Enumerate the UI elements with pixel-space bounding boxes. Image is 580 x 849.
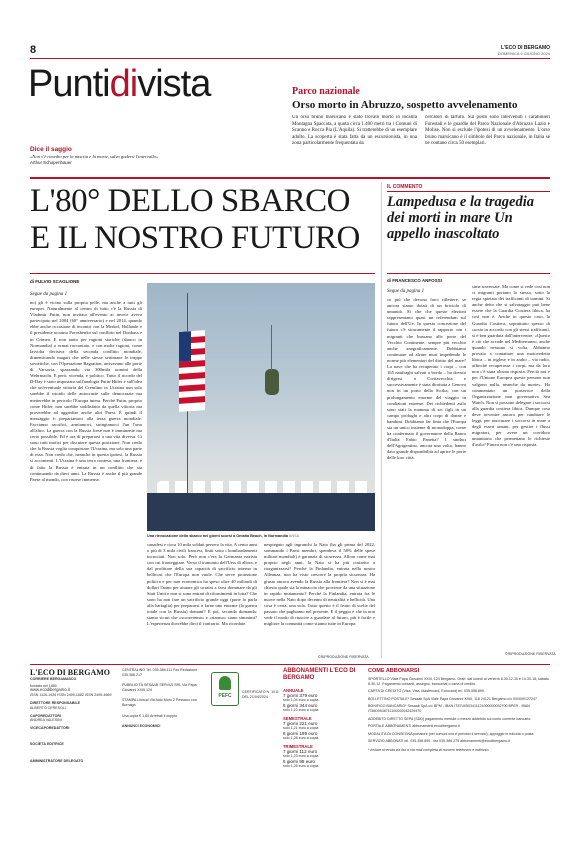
main-headline [30, 183, 380, 257]
top-story-col-2: cercatori di tartufo. Sul posto sono intervenuti i carabinieri Forestali e le guardie del Parco Nazionale d'Abruzzo Lazio e Molise. Non si esclude l'ipotesi di un avvelenamento. L'orso bruno marsicano è il simbolo del Parco nazionale, in Italia se ne contano circa 50 esemplari. [425, 115, 550, 147]
commentary-continue: Segue da pagina 1 [387, 289, 425, 294]
footer-pubblicita: PUBBLICITÀ SESAAB SERVIZI SRL Via Papa Giovanni XXIII 124 [122, 683, 197, 692]
footer-chief-label: CAPOREDATTORI [30, 713, 62, 718]
main-headline-line-2: E IL NOSTRO FUTURO [30, 220, 360, 256]
top-story-kicker: Parco nazionale [292, 86, 360, 97]
bottom-col-1: canadesi e circa 10 mila soldati persero la vita. A cento anni o più di 3 mila civili francesi, finiti sotto i bombardamenti incrociati. Non solo. Però non c'era la Germania nazista con cui fronteggiare. Verso il tramonto dell'Urss di allora, e dal profittare della sua capacità di sacrificio interno in bellicosi che l'Europa non vuole. Che serve protezione politica e per non economica ha speso oltre 40 miliardi di dollari l'anno per aiutare gli ucraini a farsi dominare da gli Stati Uniti e non si sono entrati di rifornimenti in lotta? Che sono ha non fare un sacrificio grande oggi (parte lo parla alla battaglia) per prepararsi a farne uno enorme (la guerra totale con la Russia) domani? E poi, seconda domanda: siamo sicuri che «scorreremo» e «riarmo» siano sinonimi? L'esperienza dovrebbe dirci il contrario. Ma ricordate. [147, 542, 257, 627]
saggio-label: Dice il saggio [30, 146, 72, 153]
sem-6-note: solo 1,28 euro a copia [283, 735, 319, 740]
footer-stampa: STAMPA Litosud Via Aldo Moro 2 Pessano con Bornago [122, 698, 197, 707]
section-title-a: Punti [28, 63, 110, 105]
come-footnote: * Inviare ricevuta via fax o via mail completa di numero telefonico e indirizzo. [368, 747, 490, 752]
come-item: ADDEBITO DIRETTO SEPA (SDD) pagamento mensile o mezzo addebito sul conto corrente bancario. [368, 716, 532, 721]
photo-caption [147, 534, 375, 539]
commentary-col-2: sime traversate. Ma come si vede così non ci migranti portano lo stesso, sotto la regia spietata dei trafficanti di uomini. Si anche detto che si salvataggio può bene essere che la Guardia Costiera libica, ha così non è. Anche in questo caso, la Guardia Costiera, soprattutto spesso di corsia in accordo con gli stessi trafficanti, si è ben guardata dall'intervenire. «Questo è ciò che accade nel Mediterraneo, anche quando nessuno si volta. Abbiamo provato a contattare una motovedetta libica – in inglese e in arabo – via radio, affinché recuperasse i corpi, ma da loro non c'è stata alcuna risposta. Perciò noi e per l'Unione Europea queste persone non valgono nulla, neanche da morte». Ha commentato un portavoce della Organizzazione non governativa Sea Watch. Non si possono delegare i soccorsi alla guardia costiera libica. Dunque cosa deve avvenire ancora per cambiare le leggi, per assicurare i soccorsi in mare a degli esseri umani, per gestire i flussi migratori, per avere un corridoio umanitario che permettano le richieste d'asilo? Finora non c'è una risposta. [472, 284, 550, 448]
sem-7: 7 giorni 221 euro [283, 721, 318, 727]
come-item: CARTA DI CREDITO (Visa, Visa, Mastercard, Eurocard) tel. 035.358.899. [368, 689, 485, 694]
main-body-col: no) gli è vicino sulla propria pelle, ma anche a tutti gli europei. Naturalmente al centro di tutto c'è la Russia di Vladimir Putin, non invitato all'evento ai invece aveva partecipato nel 2004 (60° anniversario) e nel 2014, quando ebbe anche occasione di incontri con la Merkel, Hollande e il presidente ucraino Poroshenko sul conflitto nel Donbass e in Crimea. E non tanto per ragioni storiche (sbarco in Normandia) o ormai raccontato, e con molte ragioni, come lasvolta decisiva della seconda conflitto mondiale, dimenticando magari che nelle stesse settimane le truppe sovietiche, con l'Operazione Bagration, arrivavano alle porte di Varsavia, spazzando via 300mila uomini della Wehrmacht. E però, vicenda, e politico. Tutto il ricordo del D-Day è stato impostato sull'analogia Putin-Hitler e sull'idea che un'eventuale vittoria del Cremlino in Ucraina non solo sarebbe il trionfo delle autocrazie sulle democrazie ma metterebbe in pericolo l'Europa intera. Perché Putin, proprio come Hitler, non sarebbe soddisfatto da quella vittoria ma proverebbe ad aggredire anche altri Paesi. È quindi il messaggio è: prepariamoci alla terza guerra mondiale. Facciamo sacrifici, armiamoci, stringiamoci l'un l'uno all'altro. La guerra con la Russia forse non è imminente ma certo possibile. Ed è ora di prepararsi a una vita diversa. Ci sono tutti motivi per discutere questa posizione. Non credo che la Russia voglia conquistare l'Ucraina, ma solo una parte di essa. Non credo che, neanche in questa ipotesi, la Russia si accontenti. L'Ucraina è una terra contesa, una frontiera, e di fatto la Russia è entrata in un conflitto che sta continuando da dieci anni. La Russia è anche il più grande Paese al mondo, con risorse immense. [30, 300, 142, 482]
page-number: 8 [30, 44, 37, 56]
photo [147, 283, 375, 531]
commentary-label: IL COMMENTO [387, 184, 423, 190]
annuale-6-note: solo 1,10 euro a copia [283, 707, 319, 712]
trim-label: TRIMESTRALE [283, 744, 313, 750]
footer-centralino: CENTRALINO Tel. 035.386.111 Fax Redazione 035.386.217 [122, 668, 198, 677]
section-title-c: vista [137, 63, 211, 105]
footer-editor: ALBERTO CERESOLI [30, 705, 66, 710]
commentary-divider [381, 183, 382, 658]
saggio-box [30, 146, 275, 165]
footer-founded: fondato nel 1880 [30, 683, 57, 688]
footer-vicechief-label: VICECAPOREDATTORI [30, 725, 70, 730]
saggio-quote: «Non v'è rimedio per la nascita e la morte, salvo godersi l'intervallo» [30, 154, 159, 159]
main-byline: di FULVIO SCAGLIONE [30, 279, 80, 284]
footer-website[interactable]: www.ecodibergamo.it [30, 687, 70, 693]
headline-rule [30, 273, 375, 274]
brand-name: L'ECO DI BERGAMO [501, 45, 550, 51]
annuale-label: ANNUALE [283, 688, 304, 693]
top-story-col-1: Un orso bruno marsicano è stato trovato morto in località Montagna Spaccata, a quota circa 1.400 metri tra i Comuni di Scanno e Rocca Pia (L'Aquila). Si tratterebbe di un esemplare adulto. La scoperta è stata fatta da un escursionista, in una zona particolarmente frequentata da [292, 115, 417, 147]
footer-contacts [122, 668, 204, 729]
footer-arretrati: Una copia € 1,80 Arretrati il doppio [122, 713, 178, 718]
parachutist [265, 369, 279, 395]
commentary-col-1: co più che devono farci riflettere, se ancora siamo dotati di un briciolo di umanità. Sì che che queste elezioni rappresentano quasi un referendum sul futuro dell'Ue. In questa concezione del futuro c'è sicuramente il rapporto con i migranti che bussano alle porte del Vecchio Continente, sempre più vecchio anche anagraficamente. Dobbiamo continuare ad alzare muri impedendo le norme più elementari del diritto del mare? La nave che ha recuperato i corpi – con 165 naufraghi salvati a bordo – ha dovuto dirigersi a Civitavecchia e successivamente è stata dirottata a Genova non in un porto della Sicilia, con un prolungamento enorme del viaggio in condizioni estreme. Dei richiedenti asilo sono stati la mamma di sei figli in un campo profughi e altri corpi di donne e bambini. Dobbiamo far finta che l'Europa sia un unico insieme di monodoppa, come ha confermato il governatore della Banca d'Italia Fabio Panetta? I sindaci dell'Agrigentino, ancora una volta, hanno dato grande disponibilità ad aprire le porte delle loro città. [387, 297, 466, 461]
trim-6-note: solo 1,26 euro a copia [283, 763, 319, 768]
section-title [28, 62, 210, 106]
commentary-byline: di FRANCESCO ANFOSSI [387, 278, 442, 283]
section-title-b: di [109, 63, 138, 105]
come-item-link[interactable]: PORTALE ABBONAMENTI abbonamenti.ecodibergamo.it [368, 724, 460, 729]
annuale-7-note: solo 1,04 euro a copia [283, 698, 319, 702]
pefc-logo [211, 672, 239, 706]
sem-7-note: solo 1,21 euro a copia [283, 726, 319, 731]
main-headline-line-1: L'80° DELLO SBARCO [30, 183, 350, 219]
commentary-label-rule [387, 191, 550, 192]
footer-cert: CERTIFICATO N. 1011 DEL 21/04/2024 [242, 690, 279, 699]
footer-admin-label: AMMINISTRATORE DELEGATO [30, 758, 84, 763]
issue-date: DOMENICA 9 GIUGNO 2024 [497, 51, 550, 56]
photo-caption-text: Una rievocazione dello sbarco nei giorni scorsi a Omaha Beach, in Normandia [147, 534, 288, 538]
header-rule [30, 58, 550, 59]
footer-issn: ISSN 1126-1926 ISSN 2499-1682 ISSN 2499-4669 [30, 692, 112, 697]
bottom-col-2: nespiegato agli ingranchi la Nato (ha gli prima del 2022, sommando i Paesi membri, spendeva il 58% delle spese militari mondiali) è garanzia di sicurezza. Allora come mai proprio negli anni, la Nato si ha più costretto a riorganizzarsi? Perché la Finlandia, entrata nella nostra Alleanza, non ha visto crescere la propria sicurezza. Ha giusto ancora avendo la Russia alla frontiera? Non si è mai chiesto quale sia la minaccia che proviene da una situazione in rapido mutamento? Perché la Finlandia, entrata fra le nuove nella Nato dopo decenni di neutralità e bellicità. Una cosa è certa, una sola. Tutto questo è il frutto di scelte del passato che paghiamo nel presente. E il peggio è che in non vede il modo di riuscire a guardare al futuro, più è facile e migliore la comunità come stiamo tutte in Europa. [264, 542, 375, 627]
footer-annunci-label: ANNUNCI ECONOMICI [122, 724, 161, 729]
come-item-contact[interactable]: SERVIZIO ABBONATI tel. 035.358.899 - fax 035.386.275 abbonamenti@ecodibergamo.it [368, 739, 511, 744]
annuale-7: 7 giorni 379 euro [283, 693, 318, 698]
come-item: BOLLETTINO POSTALE* Sesaab SpA Viale Papa Giovanni XXIII, 118 24121 Bergamo c/c 000000127247 [368, 696, 538, 701]
come-item: BONIFICO BANCARIO* Sesaab SpA c/c BPM - IBAN IT87U0503411121000000032700 BPER - IBAN IT56D0538711100000042429470 [368, 704, 530, 713]
top-rule [30, 177, 550, 179]
main-continue: Segue da pagina 1 [30, 292, 68, 297]
footer-masthead [30, 668, 118, 764]
top-story-title: Orso morto in Abruzzo, sospetto avvelenamento [292, 99, 518, 111]
footer-logo: L'ECO DI BERGAMO [30, 668, 111, 677]
sem-6: 6 giorni 199 euro [283, 730, 318, 736]
annuale-6: 6 giorni 344 euro [283, 702, 318, 708]
footer-subtitle: CORRIERE BERGAMASCO [30, 677, 77, 681]
photo-credit: ANSA [288, 534, 300, 538]
commentary-title: Lampedusa e la tragedia dei morti in mare Un appello inascoltato [387, 194, 535, 242]
abbonamenti-title: ABBONAMENTI L'ECO DI BERGAMO [283, 668, 356, 681]
bottom-credit: ©RIPRODUZIONE RISERVATA [318, 655, 369, 659]
footer-publisher-label: SOCIETÀ EDITRICE [30, 742, 64, 747]
trim-6: 6 giorni 98 euro [283, 758, 315, 764]
pefc-label: PEFC [218, 693, 232, 699]
footer-editor-label: DIRETTORE RESPONSABILE [30, 701, 81, 706]
come-item: SPORTELLO Viale Papa Giovanni XXIII, 124 Bergamo. Orari: dal lunedì al venerdì 8.30-12.30 e 14.30-18; sabato 8.30-12. Pagamento contanti, assegno, bancomat o carta di credito. [368, 677, 549, 686]
saggio-author: Arthur Schopenhauer [30, 160, 72, 165]
tree-icon [219, 676, 231, 690]
footer-rule [30, 664, 550, 665]
us-flag [179, 330, 205, 412]
sem-label: SEMESTRALE [283, 716, 312, 722]
commentary-credit: ©RIPRODUZIONE RISERVATA [505, 652, 556, 656]
parachute-lines [271, 325, 272, 371]
come-abbonarsi [368, 668, 550, 753]
crowd [147, 493, 375, 531]
come-item: MODALITÀ DI CONSEGNA portatore (nei comuni ove è previsto il servizio), appoggio in edicola o posta. [368, 731, 535, 736]
trim-7: 7 giorni 112 euro [283, 749, 318, 755]
come-title: COME ABBONARSI [368, 668, 420, 674]
trim-7-note: solo 1,23 euro a copia [283, 754, 319, 759]
abbonamenti-box [283, 668, 363, 769]
commentary-title-rule [387, 273, 550, 274]
footer-chief: ANDREA VALESINI [30, 718, 62, 723]
